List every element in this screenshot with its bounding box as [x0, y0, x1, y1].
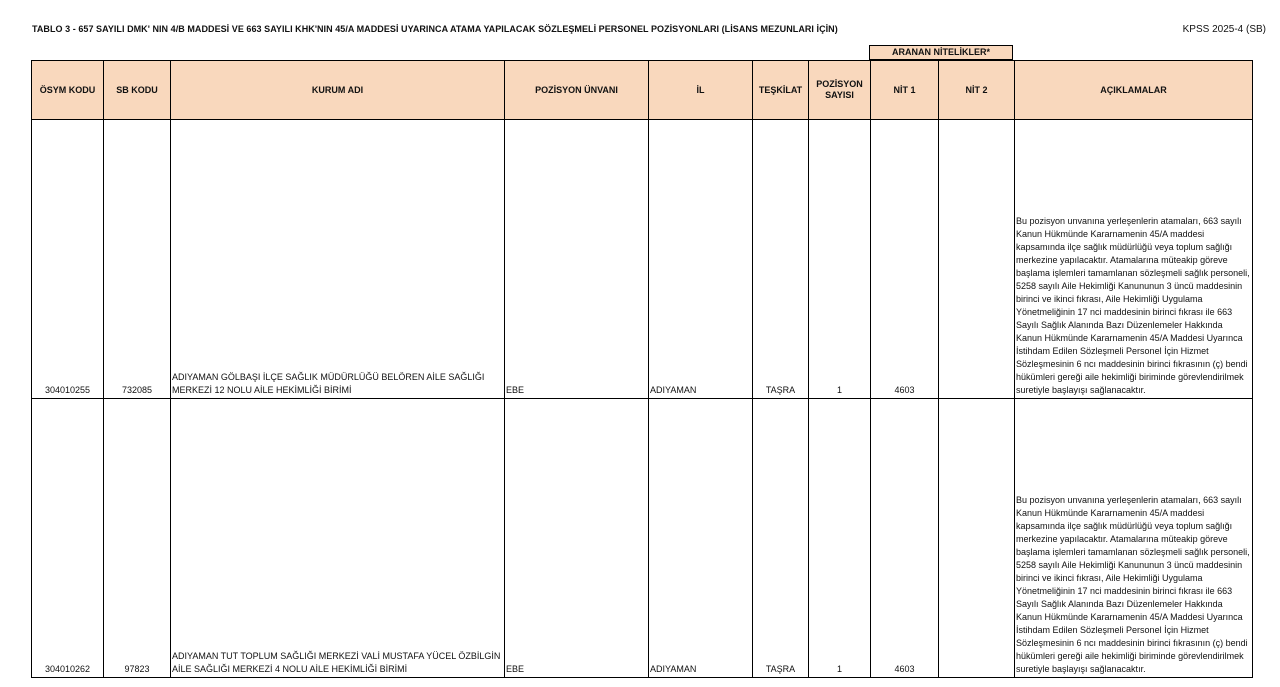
- col-il: İL: [649, 61, 753, 120]
- aciklama-cell: Bu pozisyon unvanına yerleşenlerin atamaları, 663 sayılı Kanun Hükmünde Kararnamenin 45/A maddesi kapsamında ilçe sağlık müdürlüğü veya toplum sağlığı merkezine yapılacaktır. Atamalarına müteakip göreve başlama işlemleri tamamlanan sözleşmeli sağlık personeli, 5258 sayılı Aile Hekimliği Kanununun 3 üncü maddesinin birinci ve ikinci fıkrası, Aile Hekimliği Uygulama Yönetmeliğinin 17 nci maddesinin birinci fıkrası ile 663 Sayılı Sağlık Alanında Bazı Düzenlemeler Hakkında Kanun Hükmünde Kararnamenin 45/A Maddesi Uyarınca İstihdam Edilen Sözleşmeli Personel İçin Hizmet Sözleşmesinin 6 ncı maddesinin birinci fıkrasının (ç) bendi hükümleri gereği aile hekimliği biriminde görevlendirilmek suretiyle başlayışı sağlanacaktır.: [1015, 120, 1253, 399]
- kurum-adi-cell: ADIYAMAN TUT TOPLUM SAĞLIĞI MERKEZİ VALİ MUSTAFA YÜCEL ÖZBİLGİN AİLE SAĞLIĞI MERKEZİ 4 NOLU AİLE HEKİMLİĞİ BİRİMİ: [171, 399, 505, 678]
- exam-code: KPSS 2025-4 (SB): [1182, 24, 1266, 35]
- nit1-cell: 4603: [871, 399, 939, 678]
- il-cell: ADIYAMAN: [649, 120, 753, 399]
- table-row: [32, 399, 1253, 678]
- col-teskilat: TEŞKİLAT: [753, 61, 809, 120]
- positions-table: [31, 60, 1253, 678]
- col-pozisyon-unvani: POZİSYON ÜNVANI: [505, 61, 649, 120]
- nit2-cell: [939, 399, 1015, 678]
- col-aciklamalar: AÇIKLAMALAR: [1015, 61, 1253, 120]
- table-header-row: [32, 61, 1253, 120]
- aciklama-cell: Bu pozisyon unvanına yerleşenlerin atamaları, 663 sayılı Kanun Hükmünde Kararnamenin 45/A maddesi kapsamında ilçe sağlık müdürlüğü veya toplum sağlığı merkezine yapılacaktır. Atamalarına müteakip göreve başlama işlemleri tamamlanan sözleşmeli sağlık personeli, 5258 sayılı Aile Hekimliği Kanununun 3 üncü maddesinin birinci ve ikinci fıkrası, Aile Hekimliği Uygulama Yönetmeliğinin 17 nci maddesinin birinci fıkrası ile 663 Sayılı Sağlık Alanında Bazı Düzenlemeler Hakkında Kanun Hükmünde Kararnamenin 45/A Maddesi Uyarınca İstihdam Edilen Sözleşmeli Personel İçin Hizmet Sözleşmesinin 6 ncı maddesinin birinci fıkrasının (ç) bendi hükümleri gereği aile hekimliği biriminde görevlendirilmek suretiyle başlayışı sağlanacaktır.: [1015, 399, 1253, 678]
- col-kurum-adi: KURUM ADI: [171, 61, 505, 120]
- pozisyon-unvani-cell: EBE: [505, 120, 649, 399]
- col-osym-kodu: ÖSYM KODU: [32, 61, 104, 120]
- pozisyon-sayisi-cell: 1: [809, 120, 871, 399]
- col-nit1: NİT 1: [871, 61, 939, 120]
- col-sb-kodu: SB KODU: [104, 61, 171, 120]
- osym-kodu-cell: 304010262: [32, 399, 104, 678]
- required-qualifications-header: ARANAN NİTELİKLER*: [869, 45, 1013, 60]
- sb-kodu-cell: 97823: [104, 399, 171, 678]
- col-nit2: NİT 2: [939, 61, 1015, 120]
- teskilat-cell: TAŞRA: [753, 399, 809, 678]
- sb-kodu-cell: 732085: [104, 120, 171, 399]
- table-row: [32, 120, 1253, 399]
- pozisyon-unvani-cell: EBE: [505, 399, 649, 678]
- osym-kodu-cell: 304010255: [32, 120, 104, 399]
- nit1-cell: 4603: [871, 120, 939, 399]
- il-cell: ADIYAMAN: [649, 399, 753, 678]
- teskilat-cell: TAŞRA: [753, 120, 809, 399]
- kurum-adi-cell: ADIYAMAN GÖLBAŞI İLÇE SAĞLIK MÜDÜRLÜĞÜ BELÖREN AİLE SAĞLIĞI MERKEZİ 12 NOLU AİLE HEKİMLİĞİ BİRİMİ: [171, 120, 505, 399]
- col-pozisyon-sayisi: POZİSYON SAYISI: [809, 61, 871, 120]
- nit2-cell: [939, 120, 1015, 399]
- table-title: TABLO 3 - 657 SAYILI DMK' NIN 4/B MADDESİ VE 663 SAYILI KHK'NIN 45/A MADDESİ UYARINCA ATAMA YAPILACAK SÖZLEŞMELİ PERSONEL POZİSYONLARI (LİSANS MEZUNLARI İÇİN): [32, 24, 838, 34]
- pozisyon-sayisi-cell: 1: [809, 399, 871, 678]
